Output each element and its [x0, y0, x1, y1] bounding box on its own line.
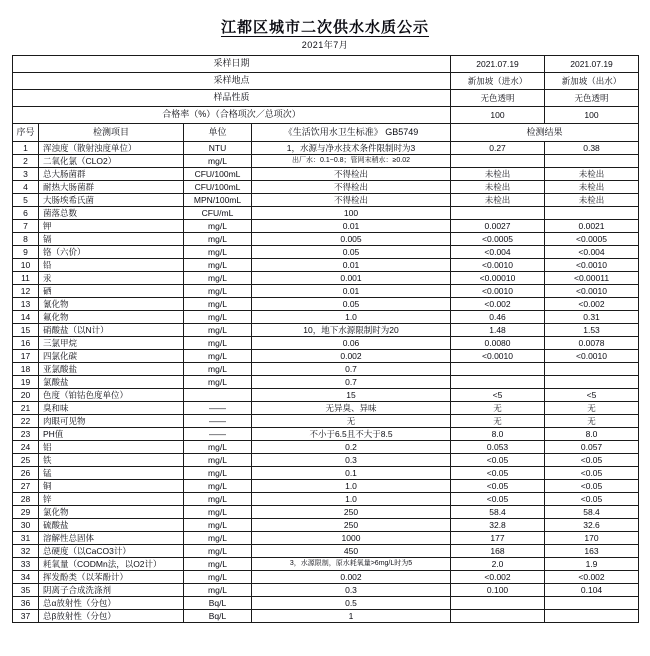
row-result-1: <0.0010	[451, 285, 545, 298]
row-index: 24	[13, 441, 39, 454]
row-result-1: <0.05	[451, 493, 545, 506]
row-result-1: <0.0010	[451, 259, 545, 272]
row-standard: 450	[252, 545, 451, 558]
row-result-1: <0.002	[451, 571, 545, 584]
row-standard: 0.3	[252, 584, 451, 597]
row-item-name: 氰化物	[39, 298, 184, 311]
row-unit: mg/L	[184, 220, 252, 233]
sampling-place-col2: 新加坡（出水）	[545, 73, 639, 90]
row-item-name: 三氯甲烷	[39, 337, 184, 350]
row-result-1	[451, 207, 545, 220]
row-result-2: <0.0010	[545, 350, 639, 363]
table-row	[13, 389, 639, 402]
row-result-1: 未检出	[451, 194, 545, 207]
row-result-1: <0.002	[451, 298, 545, 311]
row-item-name: 锌	[39, 493, 184, 506]
row-unit: mg/L	[184, 519, 252, 532]
col-header-standard: 《生活饮用水卫生标准》 GB5749	[252, 124, 451, 142]
row-standard: 无	[252, 415, 451, 428]
row-item-name: 铬（六价）	[39, 246, 184, 259]
row-unit: mg/L	[184, 558, 252, 571]
row-result-2: <0.004	[545, 246, 639, 259]
row-standard: 100	[252, 207, 451, 220]
row-result-2: 8.0	[545, 428, 639, 441]
row-result-1: 无	[451, 402, 545, 415]
table-row	[13, 142, 639, 155]
row-item-name: 硫酸盐	[39, 519, 184, 532]
table-row	[13, 259, 639, 272]
sampling-place-label: 采样地点	[13, 73, 451, 90]
row-result-2: <0.00011	[545, 272, 639, 285]
row-standard: 0.1	[252, 467, 451, 480]
row-item-name: 挥发酚类（以苯酚计）	[39, 571, 184, 584]
row-index: 10	[13, 259, 39, 272]
table-row	[13, 220, 639, 233]
row-item-name: 镉	[39, 233, 184, 246]
row-result-2: 未检出	[545, 168, 639, 181]
row-result-1: 未检出	[451, 168, 545, 181]
row-standard: 0.05	[252, 246, 451, 259]
row-result-1: 177	[451, 532, 545, 545]
table-row	[13, 558, 639, 571]
row-item-name: 总硬度（以CaCO3计）	[39, 545, 184, 558]
row-unit: Bq/L	[184, 597, 252, 610]
row-item-name: 大肠埃希氏菌	[39, 194, 184, 207]
row-index: 13	[13, 298, 39, 311]
sampling-date-col2: 2021.07.19	[545, 56, 639, 73]
row-result-1: 未检出	[451, 181, 545, 194]
pass-rate-col2: 100	[545, 107, 639, 124]
row-unit: mg/L	[184, 467, 252, 480]
row-result-2: 未检出	[545, 181, 639, 194]
row-unit: mg/L	[184, 441, 252, 454]
row-result-2	[545, 363, 639, 376]
row-unit: mg/L	[184, 155, 252, 168]
row-unit: mg/L	[184, 350, 252, 363]
row-standard: 1000	[252, 532, 451, 545]
row-index: 15	[13, 324, 39, 337]
row-unit: mg/L	[184, 246, 252, 259]
row-index: 27	[13, 480, 39, 493]
row-unit: mg/L	[184, 376, 252, 389]
row-item-name: PH值	[39, 428, 184, 441]
row-item-name: 钾	[39, 220, 184, 233]
row-item-name: 肉眼可见物	[39, 415, 184, 428]
row-result-2	[545, 376, 639, 389]
row-index: 19	[13, 376, 39, 389]
row-result-1: 0.100	[451, 584, 545, 597]
row-result-2: <0.05	[545, 467, 639, 480]
row-unit: mg/L	[184, 584, 252, 597]
row-index: 34	[13, 571, 39, 584]
row-item-name: 阴离子合成洗涤剂	[39, 584, 184, 597]
row-result-1: 0.46	[451, 311, 545, 324]
row-standard: 10，地下水源限制时为20	[252, 324, 451, 337]
table-row	[13, 532, 639, 545]
row-index: 17	[13, 350, 39, 363]
row-item-name: 总α放射性（分包）	[39, 597, 184, 610]
row-index: 31	[13, 532, 39, 545]
table-row	[13, 181, 639, 194]
row-unit: NTU	[184, 142, 252, 155]
row-result-2: 0.057	[545, 441, 639, 454]
row-index: 6	[13, 207, 39, 220]
table-row	[13, 584, 639, 597]
row-result-2: <0.05	[545, 480, 639, 493]
row-item-name: 溶解性总固体	[39, 532, 184, 545]
row-unit: mg/L	[184, 454, 252, 467]
row-unit: CFU/100mL	[184, 181, 252, 194]
row-standard: 0.7	[252, 376, 451, 389]
table-row	[13, 363, 639, 376]
table-row	[13, 480, 639, 493]
row-item-name: 耗氧量（CODMn法，以O2计）	[39, 558, 184, 571]
row-standard: 1，水源与净水技术条件限制时为3	[252, 142, 451, 155]
row-result-2	[545, 207, 639, 220]
row-unit: mg/L	[184, 272, 252, 285]
pass-rate-row	[13, 107, 639, 124]
row-index: 1	[13, 142, 39, 155]
row-result-1: <5	[451, 389, 545, 402]
row-standard: 无异臭、异味	[252, 402, 451, 415]
row-item-name: 色度（铂钴色度单位）	[39, 389, 184, 402]
row-result-2: <0.0005	[545, 233, 639, 246]
sampling-place-col1: 新加坡（进水）	[451, 73, 545, 90]
sampling-date-label: 采样日期	[13, 56, 451, 73]
row-result-2: 170	[545, 532, 639, 545]
row-standard: 0.05	[252, 298, 451, 311]
row-item-name: 亚氯酸盐	[39, 363, 184, 376]
row-index: 26	[13, 467, 39, 480]
row-result-2: 58.4	[545, 506, 639, 519]
sampling-date-col1: 2021.07.19	[451, 56, 545, 73]
row-standard: 0.001	[252, 272, 451, 285]
row-result-1: 0.27	[451, 142, 545, 155]
page-subtitle: 2021年7月	[301, 40, 349, 50]
row-standard: 0.7	[252, 363, 451, 376]
table-row	[13, 428, 639, 441]
table-row	[13, 194, 639, 207]
row-unit: mg/L	[184, 571, 252, 584]
row-standard: 0.01	[252, 285, 451, 298]
row-index: 4	[13, 181, 39, 194]
row-item-name: 氯化物	[39, 506, 184, 519]
row-result-2: 0.0078	[545, 337, 639, 350]
row-standard: 0.01	[252, 259, 451, 272]
row-standard: 出厂水：0.1~0.8；管网末稍水：≥0.02	[252, 155, 451, 168]
row-result-1: 1.48	[451, 324, 545, 337]
row-index: 2	[13, 155, 39, 168]
row-index: 28	[13, 493, 39, 506]
row-result-1: 无	[451, 415, 545, 428]
row-item-name: 总大肠菌群	[39, 168, 184, 181]
row-unit: mg/L	[184, 363, 252, 376]
row-standard: 1.0	[252, 493, 451, 506]
row-result-2	[545, 155, 639, 168]
row-result-1	[451, 376, 545, 389]
row-result-1: 8.0	[451, 428, 545, 441]
water-quality-table	[12, 55, 639, 623]
row-item-name: 锰	[39, 467, 184, 480]
row-result-1	[451, 597, 545, 610]
row-item-name: 菌落总数	[39, 207, 184, 220]
row-result-1: 32.8	[451, 519, 545, 532]
table-row	[13, 298, 639, 311]
row-result-1: 168	[451, 545, 545, 558]
row-result-1	[451, 363, 545, 376]
table-row	[13, 597, 639, 610]
row-standard: 0.3	[252, 454, 451, 467]
row-index: 32	[13, 545, 39, 558]
row-index: 21	[13, 402, 39, 415]
row-index: 36	[13, 597, 39, 610]
row-item-name: 氟化物	[39, 311, 184, 324]
row-result-1: <0.004	[451, 246, 545, 259]
row-standard: 1.0	[252, 480, 451, 493]
table-row	[13, 350, 639, 363]
row-result-2	[545, 597, 639, 610]
row-result-2: <0.0010	[545, 259, 639, 272]
row-item-name: 四氯化碳	[39, 350, 184, 363]
row-result-1: <0.0010	[451, 350, 545, 363]
row-standard: 250	[252, 519, 451, 532]
row-result-1: <0.0005	[451, 233, 545, 246]
row-unit: mg/L	[184, 545, 252, 558]
row-item-name: 汞	[39, 272, 184, 285]
row-unit: mg/L	[184, 298, 252, 311]
row-unit: ——	[184, 415, 252, 428]
row-result-1: 0.0080	[451, 337, 545, 350]
row-result-2: <0.05	[545, 454, 639, 467]
row-result-2: 163	[545, 545, 639, 558]
row-index: 23	[13, 428, 39, 441]
row-index: 5	[13, 194, 39, 207]
row-result-1	[451, 155, 545, 168]
row-result-2: 未检出	[545, 194, 639, 207]
sampling-place-row	[13, 73, 639, 90]
table-body	[13, 142, 639, 623]
sample-nature-col1: 无色透明	[451, 90, 545, 107]
row-standard: 1.0	[252, 311, 451, 324]
row-item-name: 氯酸盐	[39, 376, 184, 389]
row-result-2: <0.0010	[545, 285, 639, 298]
table-row	[13, 610, 639, 623]
sample-nature-row	[13, 90, 639, 107]
sample-nature-label: 样品性质	[13, 90, 451, 107]
table-row	[13, 337, 639, 350]
row-index: 20	[13, 389, 39, 402]
row-index: 8	[13, 233, 39, 246]
table-row	[13, 454, 639, 467]
row-item-name: 臭和味	[39, 402, 184, 415]
row-item-name: 铅	[39, 259, 184, 272]
row-index: 16	[13, 337, 39, 350]
row-standard: 0.002	[252, 350, 451, 363]
row-unit: CFU/mL	[184, 207, 252, 220]
row-item-name: 耐热大肠菌群	[39, 181, 184, 194]
row-index: 18	[13, 363, 39, 376]
row-result-2: 1.9	[545, 558, 639, 571]
row-result-1: <0.00010	[451, 272, 545, 285]
row-result-2: 0.38	[545, 142, 639, 155]
table-row	[13, 402, 639, 415]
table-row	[13, 168, 639, 181]
row-unit: mg/L	[184, 337, 252, 350]
row-result-2	[545, 610, 639, 623]
row-standard: 250	[252, 506, 451, 519]
row-result-2: 1.53	[545, 324, 639, 337]
row-standard: 不得检出	[252, 181, 451, 194]
table-row	[13, 467, 639, 480]
sample-nature-col2: 无色透明	[545, 90, 639, 107]
row-standard: 0.005	[252, 233, 451, 246]
table-row	[13, 441, 639, 454]
row-unit: mg/L	[184, 285, 252, 298]
table-row	[13, 376, 639, 389]
row-result-1: <0.05	[451, 454, 545, 467]
row-unit: mg/L	[184, 506, 252, 519]
row-result-2: 0.0021	[545, 220, 639, 233]
row-result-1: 2.0	[451, 558, 545, 571]
row-unit: ——	[184, 402, 252, 415]
pass-rate-col1: 100	[451, 107, 545, 124]
row-result-1: 0.0027	[451, 220, 545, 233]
table-row	[13, 272, 639, 285]
table-row	[13, 155, 639, 168]
table-row	[13, 545, 639, 558]
row-result-2: <5	[545, 389, 639, 402]
water-quality-report-page	[0, 16, 650, 656]
row-unit: ——	[184, 428, 252, 441]
table-row	[13, 233, 639, 246]
row-result-2: <0.002	[545, 571, 639, 584]
col-header-index: 序号	[13, 124, 39, 142]
col-header-item: 检测项目	[39, 124, 184, 142]
row-index: 30	[13, 519, 39, 532]
row-standard: 0.01	[252, 220, 451, 233]
row-unit	[184, 389, 252, 402]
row-standard: 不得检出	[252, 168, 451, 181]
row-item-name: 铝	[39, 441, 184, 454]
row-index: 25	[13, 454, 39, 467]
row-result-2: 无	[545, 402, 639, 415]
row-unit: mg/L	[184, 532, 252, 545]
row-result-1: <0.05	[451, 480, 545, 493]
row-standard: 不小于6.5且不大于8.5	[252, 428, 451, 441]
table-row	[13, 519, 639, 532]
sampling-date-row	[13, 56, 639, 73]
row-result-1: 58.4	[451, 506, 545, 519]
table-row	[13, 246, 639, 259]
row-result-2: 0.104	[545, 584, 639, 597]
row-standard: 3，水源限制，原水耗氧量>6mg/L时为5	[252, 558, 451, 571]
table-row	[13, 506, 639, 519]
table-row	[13, 207, 639, 220]
row-unit: mg/L	[184, 324, 252, 337]
row-unit: mg/L	[184, 233, 252, 246]
row-unit: CFU/100mL	[184, 168, 252, 181]
row-standard: 0.5	[252, 597, 451, 610]
row-index: 37	[13, 610, 39, 623]
row-standard: 15	[252, 389, 451, 402]
row-result-2: 0.31	[545, 311, 639, 324]
table-row	[13, 571, 639, 584]
table-column-header-row	[13, 124, 639, 142]
row-unit: MPN/100mL	[184, 194, 252, 207]
row-standard: 0.06	[252, 337, 451, 350]
row-result-2: 无	[545, 415, 639, 428]
row-result-1	[451, 610, 545, 623]
row-standard: 不得检出	[252, 194, 451, 207]
col-header-result: 检测结果	[451, 124, 639, 142]
row-standard: 0.2	[252, 441, 451, 454]
row-index: 11	[13, 272, 39, 285]
row-unit: mg/L	[184, 480, 252, 493]
row-index: 35	[13, 584, 39, 597]
table-row	[13, 324, 639, 337]
table-row	[13, 493, 639, 506]
table-row	[13, 415, 639, 428]
row-standard: 1	[252, 610, 451, 623]
row-index: 9	[13, 246, 39, 259]
row-index: 12	[13, 285, 39, 298]
row-result-2: 32.6	[545, 519, 639, 532]
row-item-name: 铜	[39, 480, 184, 493]
row-item-name: 铁	[39, 454, 184, 467]
row-item-name: 硝酸盐（以N计）	[39, 324, 184, 337]
row-unit: Bq/L	[184, 610, 252, 623]
table-row	[13, 285, 639, 298]
row-index: 3	[13, 168, 39, 181]
row-index: 29	[13, 506, 39, 519]
col-header-unit: 单位	[184, 124, 252, 142]
row-index: 33	[13, 558, 39, 571]
row-unit: mg/L	[184, 493, 252, 506]
row-unit: mg/L	[184, 259, 252, 272]
row-index: 7	[13, 220, 39, 233]
row-item-name: 浑浊度（散射浊度单位）	[39, 142, 184, 155]
row-item-name: 硒	[39, 285, 184, 298]
row-result-1: 0.053	[451, 441, 545, 454]
row-index: 22	[13, 415, 39, 428]
row-unit: mg/L	[184, 311, 252, 324]
row-result-2: <0.05	[545, 493, 639, 506]
row-item-name: 总β放射性（分包）	[39, 610, 184, 623]
row-index: 14	[13, 311, 39, 324]
table-row	[13, 311, 639, 324]
row-item-name: 二氧化氯（CLO2）	[39, 155, 184, 168]
pass-rate-label: 合格率（%）（合格项次／总项次）	[13, 107, 451, 124]
page-title: 江都区城市二次供水水质公示	[220, 18, 429, 36]
row-result-2: <0.002	[545, 298, 639, 311]
row-standard: 0.002	[252, 571, 451, 584]
row-result-1: <0.05	[451, 467, 545, 480]
